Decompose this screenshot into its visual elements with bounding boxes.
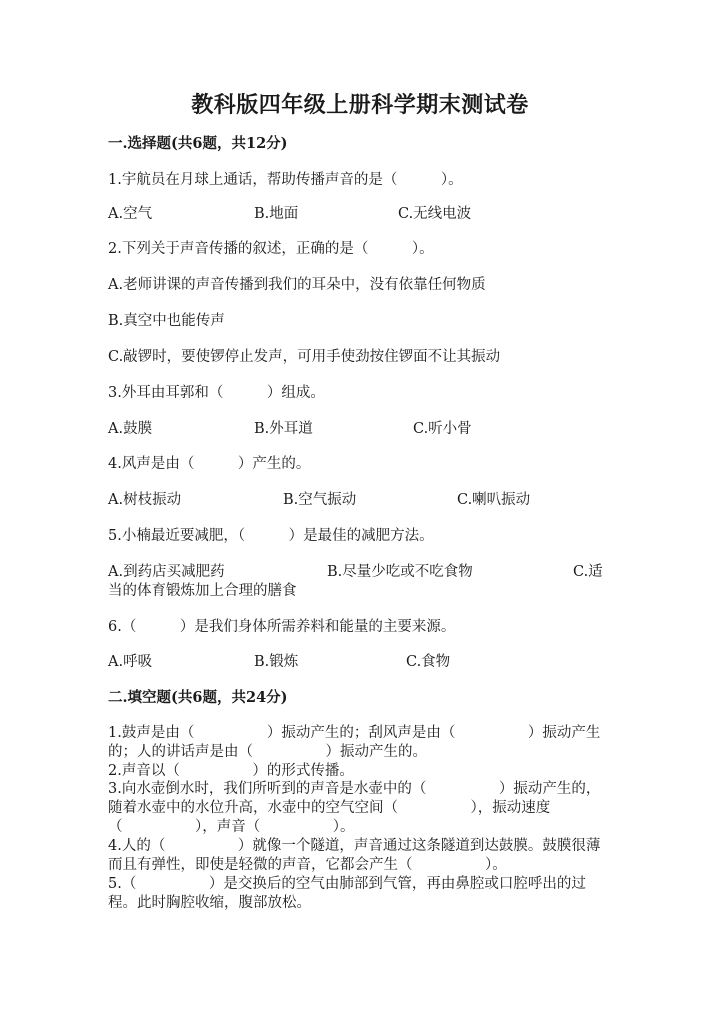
option-c: C.敲锣时，要使锣停止发声，可用手使劲按住锣面不让其振动 [108, 349, 501, 365]
page-title: 教科版四年级上册科学期末测试卷 [191, 92, 529, 118]
fill-item: 3.向水壶倒水时，我们所听到的声音是水壶中的（ ）振动产生的，随着水壶中的水位升高，水壶中的空气空间（ ），振动速度（ ），声音（ ）。 [108, 781, 601, 835]
option-c: C.无线电波 [398, 206, 472, 222]
question-stem: 4.风声是由（ ）产生的。 [108, 456, 311, 472]
option-c: C.食物 [406, 654, 451, 670]
option-c-continued: 当的体育锻炼加上合理的膳食 [108, 583, 297, 599]
option-a: A.鼓膜 [108, 421, 153, 437]
question-stem: 2.下列关于声音传播的叙述，正确的是（ ）。 [108, 241, 434, 257]
option-a: A.老师讲课的声音传播到我们的耳朵中，没有依靠任何物质 [108, 277, 486, 293]
fill-item: 2.声音以（ ）的形式传播。 [108, 763, 354, 779]
fill-item: 1.鼓声是由（ ）振动产生的；刮风声是由（ ）振动产生的；人的讲话声是由（ ）振动产生的。 [108, 725, 601, 760]
option-c: C.适 [573, 564, 603, 580]
option-a: A.到药店买减肥药 [108, 564, 225, 580]
question-stem: 6.（ ）是我们身体所需养料和能量的主要来源。 [108, 619, 456, 635]
question-stem: 3.外耳由耳郭和（ ）组成。 [108, 385, 325, 401]
option-b: B.外耳道 [254, 421, 313, 437]
fill-item: 4.人的（ ）就像一个隧道，声音通过这条隧道到达鼓膜。鼓膜很薄而且有弹性，即使是轻微的声音，它都会产生（ ）。 [108, 838, 601, 873]
option-b: B.真空中也能传声 [108, 313, 225, 329]
option-a: A.呼吸 [108, 654, 153, 670]
option-c: C.听小骨 [413, 421, 472, 437]
option-c: C.喇叭振动 [457, 492, 531, 508]
option-b: B.空气振动 [283, 492, 357, 508]
option-a: A.空气 [108, 206, 153, 222]
section-heading-fill: 二.填空题(共6题，共24分) [108, 689, 288, 706]
fill-item: 5.（ ）是交换后的空气由肺部到气管，再由鼻腔或口腔呼出的过程。此时胸腔收缩，腹部放松。 [108, 876, 586, 911]
option-a: A.树枝振动 [108, 492, 182, 508]
option-b: B.地面 [254, 206, 299, 222]
question-stem: 1.宇航员在月球上通话，帮助传播声音的是（ ）。 [108, 172, 463, 188]
option-b: B.尽量少吃或不吃食物 [327, 564, 473, 580]
option-b: B.锻炼 [254, 654, 299, 670]
section-heading-choice: 一.选择题(共6题，共12分) [108, 135, 288, 152]
question-stem: 5.小楠最近要减肥，（ ）是最佳的减肥方法。 [108, 528, 434, 544]
